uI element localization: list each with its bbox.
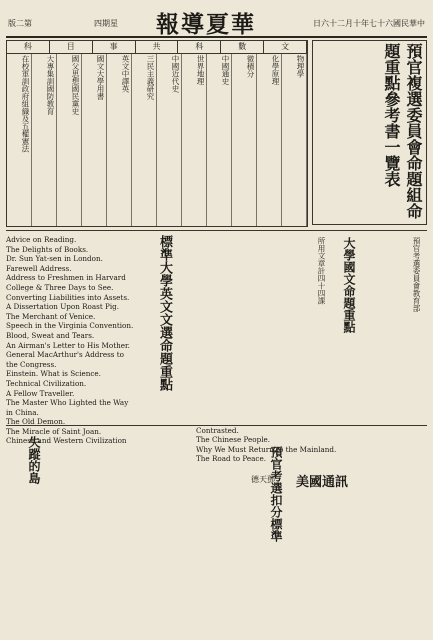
deduction-title: 預官考選扣分標準 [269, 446, 283, 542]
list-item: College & Three Days to See. [6, 282, 114, 292]
list-item: General MacArthur's Address to [6, 350, 124, 360]
list-item: Why We Must Return to the Mainland. [196, 444, 337, 454]
table-column: 化學原理 [257, 54, 282, 226]
list-item: in China. [6, 407, 39, 417]
list-item: The Merchant of Venice. [6, 311, 96, 321]
list-item: Advice on Reading. [6, 235, 77, 244]
list-item: The Miracle of Saint Joan. [6, 426, 102, 436]
list-item: A Dissertation Upon Roast Pig. [6, 302, 120, 312]
list-item: Blood, Sweat and Tears. [6, 330, 95, 340]
table-column: 物理學 [282, 54, 307, 226]
table-column: 微積分 [232, 54, 257, 226]
bottom-section [6, 425, 427, 631]
header-cell: 目 [50, 41, 93, 53]
table-column: 中國通史 [207, 54, 232, 226]
table-column: 國父思想國民黨史 [57, 54, 82, 226]
list-item: The Chinese People. [196, 435, 271, 445]
masthead [6, 6, 427, 38]
header-cell: 科 [7, 41, 50, 53]
table-column: 英文中譯英 [107, 54, 132, 226]
sidebar-text: 預官考選委員會教育部 [412, 237, 421, 312]
list-item: Address to Freshmen in Harvard [6, 273, 126, 283]
byline: 德天鄧 [251, 475, 275, 484]
list-item: the Congress. [6, 359, 57, 369]
header-cell: 事 [93, 41, 136, 53]
list-item: Converting Liabilities into Assets. [6, 292, 130, 302]
chinese-section-title: 大學國文命題重點 [342, 237, 356, 333]
header-cell: 共 [136, 41, 179, 53]
list-item: The Road to Peace. [196, 454, 266, 464]
header-cell: 科 [178, 41, 221, 53]
main-headline: 預官複選委員會命題組命題重點參考書一覽表 [312, 40, 427, 225]
issue-label: 四期星 [94, 19, 118, 28]
article-text: 所用文章計四十四課 [317, 237, 326, 305]
us-correspondence-title: 美國通訊 [296, 475, 349, 490]
list-item: Speech in the Virginia Convention. [6, 321, 134, 331]
newspaper-title: 報導夏華 [156, 11, 256, 38]
english-section-title: 標準大學英文文選命題重點 [157, 235, 172, 391]
date-label: 日六十二月十年七十六國民華中 [313, 19, 425, 28]
table-column: 三民主義研究 [132, 54, 157, 226]
list-item: Einstein. What is Science. [6, 369, 101, 379]
table-column: 大專集訓國防教育 [32, 54, 57, 226]
list-item: Farewell Address. [6, 263, 72, 273]
table-column: 國文大學用書 [82, 54, 107, 226]
list-item: Technical Civilization. [6, 378, 87, 388]
table-header [7, 41, 307, 54]
list-item: Contrasted. [196, 426, 239, 435]
list-item: Dr. Sun Yat-sen in London. [6, 254, 103, 264]
header-cell: 數 [221, 41, 264, 53]
table-column: 在校軍訓政府組織及五權憲法 [7, 54, 32, 226]
list-item: Chinese and Western Civilization [6, 436, 127, 446]
english-reading-list [6, 235, 146, 446]
list-item: A Fellow Traveller. [6, 388, 75, 398]
header-cell: 文 [264, 41, 307, 53]
table-column: 中國近代史 [157, 54, 182, 226]
list-item: The Master Who Lighted the Way [6, 398, 129, 408]
table-column: 世界地理 [182, 54, 207, 226]
list-item: An Airman's Letter to His Mother. [6, 340, 130, 350]
list-item: The Delights of Books. [6, 244, 89, 254]
english-list-continued [196, 426, 396, 464]
reference-table [6, 40, 308, 227]
story-title: 失蹤的島 [27, 436, 41, 484]
edition-label: 版二第 [8, 19, 32, 28]
list-item: The Old Demon. [6, 417, 66, 427]
